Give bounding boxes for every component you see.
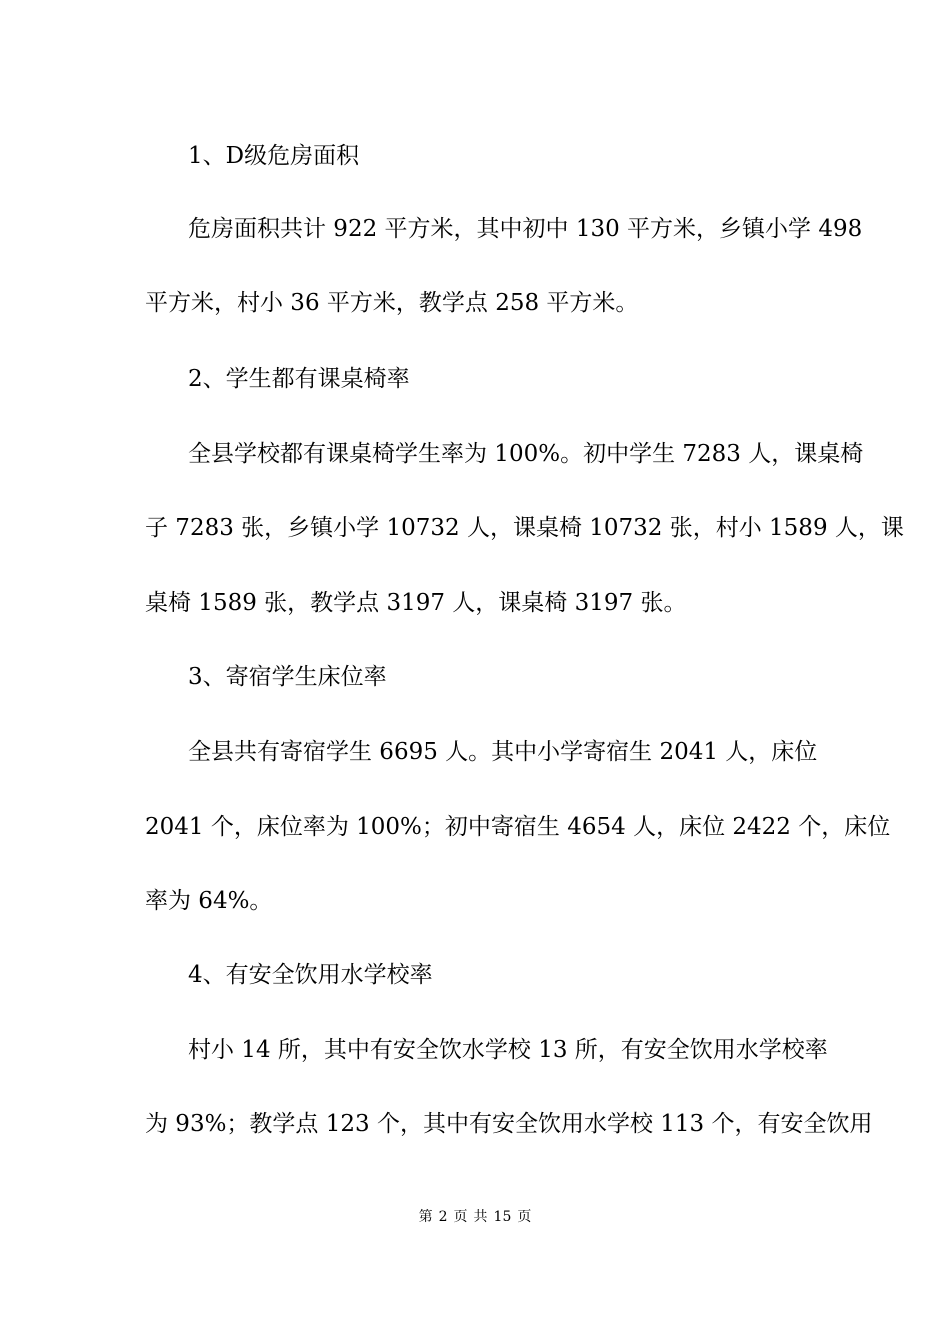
- paragraph-line: 桌椅 1589 张，教学点 3197 人，课桌椅 3197 张。: [145, 590, 687, 616]
- paragraph-line: 2041 个，床位率为 100%；初中寄宿生 4654 人，床位 2422 个，床位: [145, 814, 891, 840]
- footer-prefix: 第: [418, 1209, 433, 1225]
- footer-page-unit: 页: [453, 1209, 468, 1225]
- heading-desk-chair-rate: 2、学生都有课桌椅率: [188, 366, 410, 392]
- paragraph-line: 率为 64%。: [145, 888, 273, 914]
- paragraph-line: 子 7283 张，乡镇小学 10732 人，课桌椅 10732 张，村小 1589 人，课: [145, 515, 904, 541]
- paragraph-line: 为 93%；教学点 123 个，其中有安全饮用水学校 113 个，有安全饮用: [145, 1111, 873, 1137]
- paragraph-line: 平方米，村小 36 平方米，教学点 258 平方米。: [145, 290, 639, 316]
- heading-boarding-bed-rate: 3、寄宿学生床位率: [188, 664, 387, 690]
- footer-page-number: 2: [438, 1209, 448, 1225]
- footer-total-label: 共: [473, 1209, 488, 1225]
- heading-safe-water-rate: 4、有安全饮用水学校率: [188, 962, 433, 988]
- footer-total-pages: 15: [493, 1209, 512, 1225]
- footer-total-unit: 页: [517, 1209, 532, 1225]
- paragraph-line: 村小 14 所，其中有安全饮水学校 13 所，有安全饮用水学校率: [188, 1037, 828, 1063]
- paragraph-line: 全县学校都有课桌椅学生率为 100%。初中学生 7283 人，课桌椅: [188, 441, 864, 467]
- paragraph-line: 全县共有寄宿学生 6695 人。其中小学寄宿生 2041 人，床位: [188, 739, 818, 765]
- page-footer: [0, 1208, 950, 1226]
- paragraph-line: 危房面积共计 922 平方米，其中初中 130 平方米，乡镇小学 498: [188, 216, 863, 242]
- heading-d-level-danger-area: 1、D级危房面积: [188, 143, 360, 169]
